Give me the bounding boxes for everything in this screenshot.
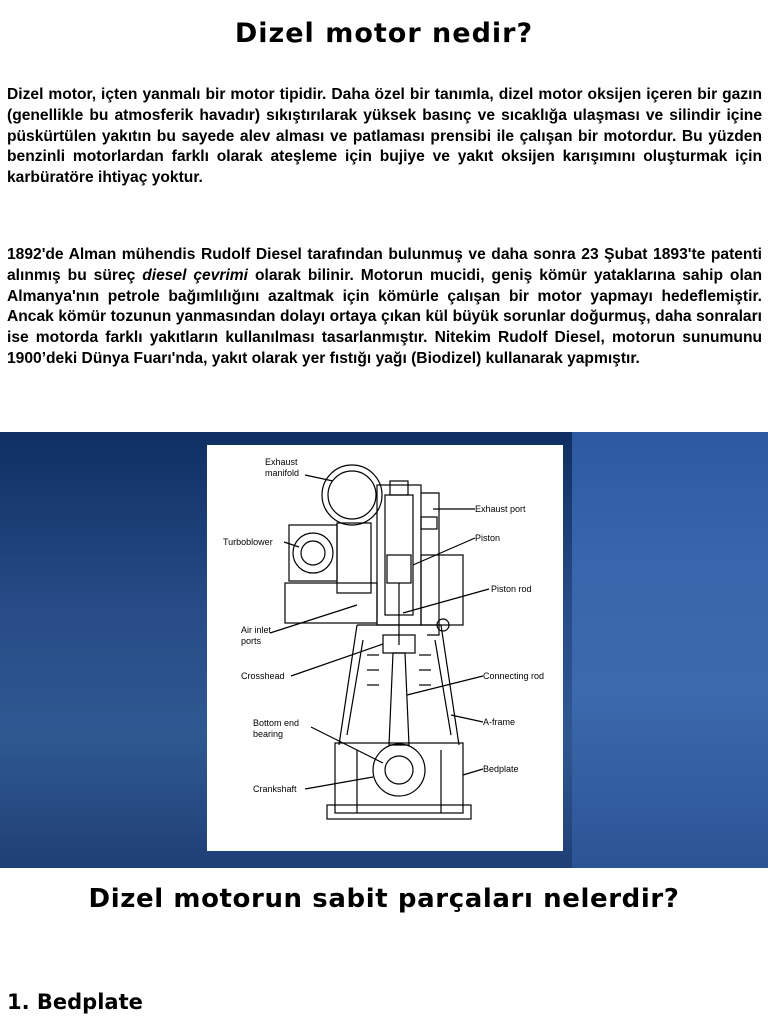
history-paragraph <box>7 245 762 370</box>
intro-paragraph: Dizel motor, içten yanmalı bir motor tipidir. Daha özel bir tanımla, dizel motor oksijen içeren bir gazın (genellikle bu atmosferik havadır) sıkıştırılarak yüksek basınç ve sıcaklığa ulaşması ve silindir içine püskürtülen yakıtın bu sayede alev alması ve patlaması prensibi ile çalışan bir motordur. Bu yüzden benzinli motorlardan farklı olarak ateşleme için bujiye ve yakıt oksijen karışımını oluşturmak için karbüratöre ihtiyaç yoktur. <box>7 86 762 187</box>
label-bedplate: Bedplate <box>483 764 519 774</box>
image-background-band-right <box>572 432 768 868</box>
page-title: Dizel motor nedir? <box>234 18 534 49</box>
history-text-end: olarak bilinir. Motorun mucidi, geniş kömür yataklarına sahip olan Almanya'nın petrole bağımlılığını azaltmak için kömürle çalışan bir motor yapmayı hedeflemiştir. Ancak kömür tozunun yanmasından dolayı ortaya çıkan kül büyük sorunlar doğurmuş, daha sonraları ise motorda farklı yakıtların kullanılması tasarlanmıştır. Nitekim Rudolf Diesel, motorun sunumunu 1900’deki Dünya Fuarı'nda, yakıt olarak yer fıstığı yağı (Biodizel) kullanarak yapmıştır. <box>7 266 762 367</box>
connecting-rod-shape <box>389 653 409 745</box>
label-air-inlet-1: Air inlet <box>241 625 272 635</box>
diesel-cycle-term: diesel çevrimi <box>142 266 249 284</box>
exhaust-manifold-shape <box>322 465 382 525</box>
label-crankshaft: Crankshaft <box>253 784 297 794</box>
label-a-frame: A-frame <box>483 717 516 727</box>
label-piston: Piston <box>475 533 501 543</box>
label-bottom-end-2: bearing <box>253 729 284 739</box>
section-heading: Dizel motorun sabit parçaları nelerdir? <box>88 884 680 914</box>
history-text-start: 1892'de Alman mühendis Rudolf Diesel tarafından bulunmuş ve daha sonra 23 Şubat 1893'te patenti alınmış bu süreç <box>7 246 762 284</box>
label-turboblower: Turboblower <box>223 537 273 547</box>
piston-shape <box>387 555 411 583</box>
label-exhaust-manifold-2: manifold <box>265 468 300 478</box>
label-exhaust-manifold-1: Exhaust <box>265 457 298 467</box>
label-crosshead: Crosshead <box>241 671 285 681</box>
label-connecting-rod: Connecting rod <box>483 671 545 681</box>
label-piston-rod: Piston rod <box>491 584 532 594</box>
list-item-bedplate: 1. Bedplate <box>7 990 143 1014</box>
crankshaft-shape <box>373 744 425 796</box>
label-air-inlet-2: ports <box>241 636 262 646</box>
bedplate-shape <box>335 743 463 813</box>
label-bottom-end-1: Bottom end <box>253 718 300 728</box>
engine-diagram-svg <box>207 445 563 851</box>
engine-diagram <box>207 445 563 851</box>
label-exhaust-port: Exhaust port <box>475 504 526 514</box>
